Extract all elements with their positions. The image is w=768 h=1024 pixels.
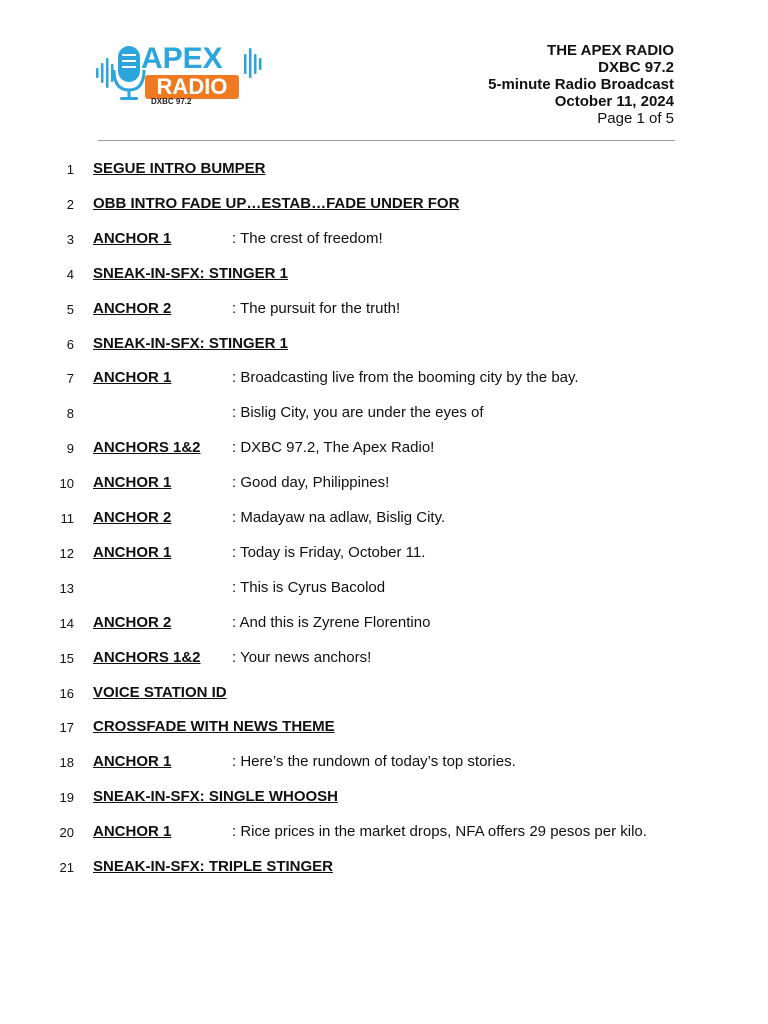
- logo-word-radio: RADIO: [156, 74, 228, 99]
- call-sign: DXBC 97.2: [598, 59, 674, 76]
- script-line: [0, 786, 768, 808]
- cue-label: CROSSFADE WITH NEWS THEME: [93, 718, 335, 736]
- line-number: 11: [60, 511, 74, 526]
- script-line: [0, 647, 768, 669]
- header-divider: [98, 140, 675, 141]
- script-line: [0, 542, 768, 564]
- line-number: 16: [59, 685, 74, 701]
- line-number: 17: [59, 720, 74, 736]
- program-title: 5-minute Radio Broadcast: [488, 76, 674, 93]
- line-number: 4: [66, 266, 74, 282]
- script-line: [0, 472, 768, 494]
- script-line: [0, 367, 768, 389]
- script-line: [0, 612, 768, 634]
- dialogue-text: : Rice prices in the market drops, NFA offers 29 pesos per kilo.: [232, 823, 647, 841]
- script-line: [0, 402, 768, 424]
- cue-label: OBB INTRO FADE UP…ESTAB…FADE UNDER FOR: [93, 194, 460, 212]
- logo-word-apex: APEX: [141, 42, 223, 75]
- line-number: 14: [59, 615, 74, 631]
- cue-label: ANCHORS 1&2: [93, 648, 201, 666]
- script-line: [0, 821, 768, 843]
- line-number: 15: [59, 650, 74, 666]
- cue-label: SEGUE INTRO BUMPER: [93, 160, 266, 177]
- line-number: 7: [66, 371, 74, 387]
- line-number: 9: [66, 441, 74, 457]
- line-number: 20: [59, 825, 74, 841]
- cue-label: ANCHOR 2: [93, 299, 172, 317]
- script-line: [0, 437, 768, 459]
- line-number: 8: [66, 406, 74, 422]
- dialogue-text: : The crest of freedom!: [232, 229, 383, 247]
- script-line: [0, 193, 768, 215]
- dialogue-text: : Today is Friday, October 11.: [232, 543, 426, 561]
- line-number: 12: [59, 545, 74, 561]
- cue-label: SNEAK-IN-SFX: STINGER 1: [93, 334, 289, 352]
- script-line: [0, 298, 768, 320]
- script-line: [0, 507, 768, 529]
- script-line: [0, 333, 768, 355]
- line-number: 10: [59, 476, 74, 492]
- line-number: 19: [59, 790, 74, 806]
- dialogue-text: : Broadcasting live from the booming city by the bay.: [232, 369, 579, 387]
- line-number: 13: [59, 580, 74, 596]
- cue-label: ANCHOR 2: [93, 613, 172, 631]
- line-number: 5: [66, 301, 74, 317]
- station-name: THE APEX RADIO: [547, 42, 674, 59]
- script-line: [0, 577, 768, 599]
- dialogue-text: : Here’s the rundown of today’s top stories.: [232, 753, 516, 771]
- line-number: 6: [66, 336, 74, 352]
- dialogue-text: : The pursuit for the truth!: [232, 299, 401, 317]
- cue-label: SNEAK-IN-SFX: STINGER 1: [93, 264, 289, 282]
- script-line: [0, 263, 768, 285]
- script-line: [0, 158, 768, 180]
- script-line: [0, 682, 768, 704]
- cue-label: VOICE STATION ID: [93, 683, 227, 701]
- line-number: 18: [59, 755, 74, 771]
- page-number: Page 1 of 5: [597, 110, 674, 127]
- dialogue-text: : Your news anchors!: [232, 648, 372, 666]
- cue-label: ANCHOR 2: [93, 509, 172, 526]
- dialogue-text: : Good day, Philippines!: [232, 474, 390, 492]
- logo-frequency: DXBC 97.2: [151, 97, 192, 106]
- cue-label: ANCHOR 1: [93, 369, 172, 387]
- dialogue-text: : DXBC 97.2, The Apex Radio!: [232, 439, 435, 457]
- dialogue-text: : Madayaw na adlaw, Bislig City.: [232, 509, 446, 526]
- cue-label: SNEAK-IN-SFX: SINGLE WHOOSH: [93, 788, 339, 806]
- dialogue-text: : Bislig City, you are under the eyes of: [232, 404, 484, 422]
- dialogue-text: : And this is Zyrene Florentino: [232, 613, 431, 631]
- line-number: 3: [66, 231, 74, 247]
- cue-label: ANCHOR 1: [93, 823, 172, 841]
- cue-label: ANCHOR 1: [93, 229, 172, 247]
- cue-label: SNEAK-IN-SFX: TRIPLE STINGER: [93, 858, 334, 875]
- station-logo: [95, 44, 265, 110]
- cue-label: ANCHOR 1: [93, 474, 172, 492]
- script-line: [0, 751, 768, 773]
- line-number: 2: [66, 196, 74, 212]
- dialogue-text: : This is Cyrus Bacolod: [232, 578, 386, 596]
- line-number: 1: [66, 162, 74, 177]
- line-number: 21: [59, 860, 74, 875]
- cue-label: ANCHOR 1: [93, 543, 172, 561]
- script-line: [0, 716, 768, 738]
- cue-label: ANCHORS 1&2: [93, 439, 201, 457]
- cue-label: ANCHOR 1: [93, 753, 172, 771]
- script-line: [0, 856, 768, 878]
- script-line: [0, 228, 768, 250]
- broadcast-date: October 11, 2024: [554, 93, 674, 110]
- header-info: [488, 42, 674, 127]
